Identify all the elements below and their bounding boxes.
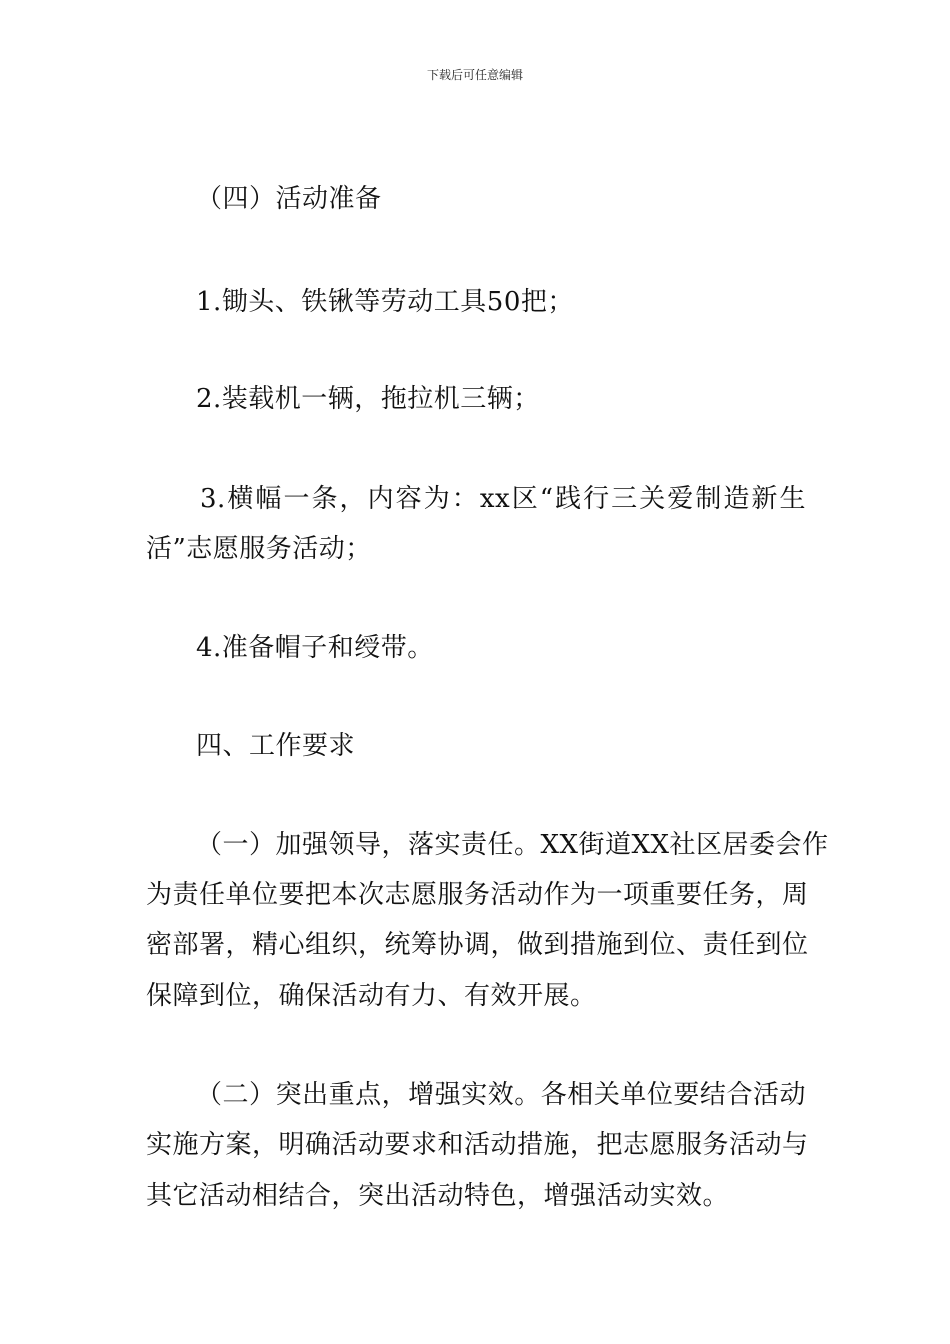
list-item-3-line-2: 活”志愿服务活动； [146,534,372,564]
section-heading-activity-prep: （四）活动准备 [196,184,382,214]
list-item-3-line-1: 3.横幅一条，内容为：xx区“践行三关爱制造新生 [200,484,806,514]
paragraph-1-line-4: 保障到位，确保活动有力、有效开展。 [146,981,597,1011]
list-item-4: 4.准备帽子和绶带。 [196,633,434,663]
paragraph-2-line-2: 实施方案，明确活动要求和活动措施，把志愿服务活动与 [146,1130,809,1160]
page-header: 下载后可任意编辑 [426,68,523,82]
paragraph-2-line-3: 其它活动相结合，突出活动特色，增强活动实效。 [146,1181,730,1211]
list-item-1: 1.锄头、铁锹等劳动工具50把； [196,287,574,317]
section-heading-work-requirements: 四、工作要求 [196,731,356,761]
paragraph-1-line-2: 为责任单位要把本次志愿服务活动作为一项重要任务，周 [146,880,809,910]
list-item-2: 2.装载机一辆，拖拉机三辆； [196,384,540,414]
paragraph-1-line-1: （一）加强领导，落实责任。XX街道XX社区居委会作 [196,830,829,860]
paragraph-1-line-3: 密部署，精心组织，统筹协调，做到措施到位、责任到位 [146,930,809,960]
paragraph-2-line-1: （二）突出重点，增强实效。各相关单位要结合活动 [196,1080,806,1110]
